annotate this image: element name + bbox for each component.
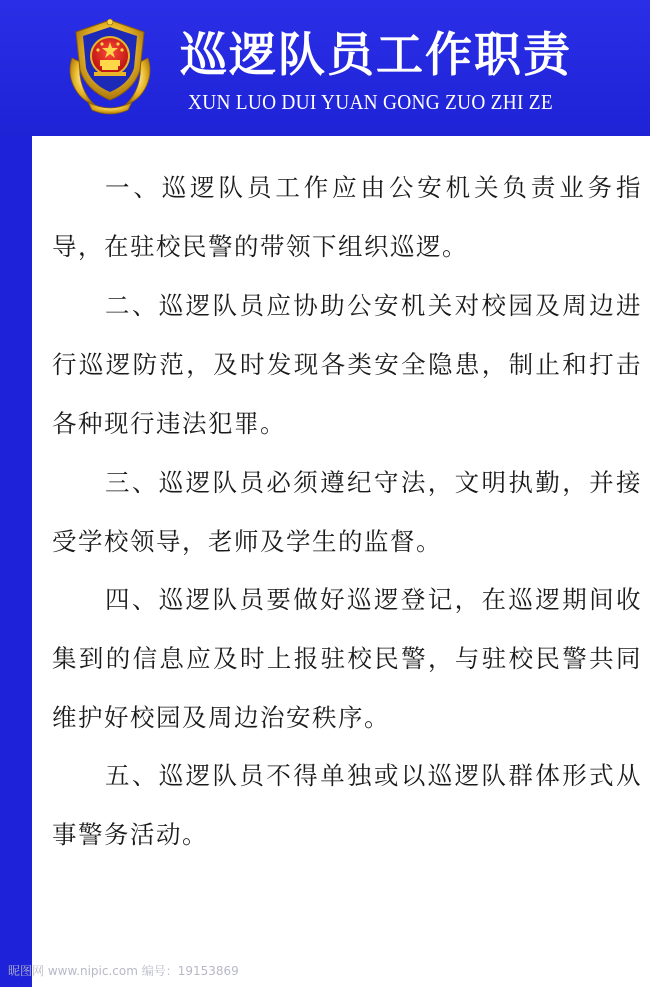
duty-item: 三、巡逻队员必须遵纪守法，文明执勤，并接受学校领导，老师及学生的监督。 bbox=[52, 468, 642, 556]
page-subtitle-pinyin: XUN LUO DUI YUAN GONG ZUO ZHI ZE bbox=[188, 90, 553, 114]
duty-item: 二、巡逻队员应协助公安机关对校园及周边进行巡逻防范，及时发现各类安全隐患，制止和打击各种现行违法犯罪。 bbox=[52, 291, 642, 438]
duty-item: 五、巡逻队员不得单独或以巡逻队群体形式从事警务活动。 bbox=[52, 761, 642, 849]
duties-panel bbox=[32, 136, 650, 987]
police-emblem-icon bbox=[58, 14, 162, 118]
header-banner bbox=[0, 0, 650, 136]
duty-item: 四、巡逻队员要做好巡逻登记，在巡逻期间收集到的信息应及时上报驻校民警，与驻校民警共同维护好校园及周边治安秩序。 bbox=[52, 585, 642, 732]
page-title: 巡逻队员工作职责 bbox=[180, 28, 572, 83]
duty-item: 一、巡逻队员工作应由公安机关负责业务指导，在驻校民警的带领下组织巡逻。 bbox=[52, 173, 642, 261]
watermark-text: 昵图网 www.nipic.com 编号：19153869 bbox=[8, 964, 239, 978]
